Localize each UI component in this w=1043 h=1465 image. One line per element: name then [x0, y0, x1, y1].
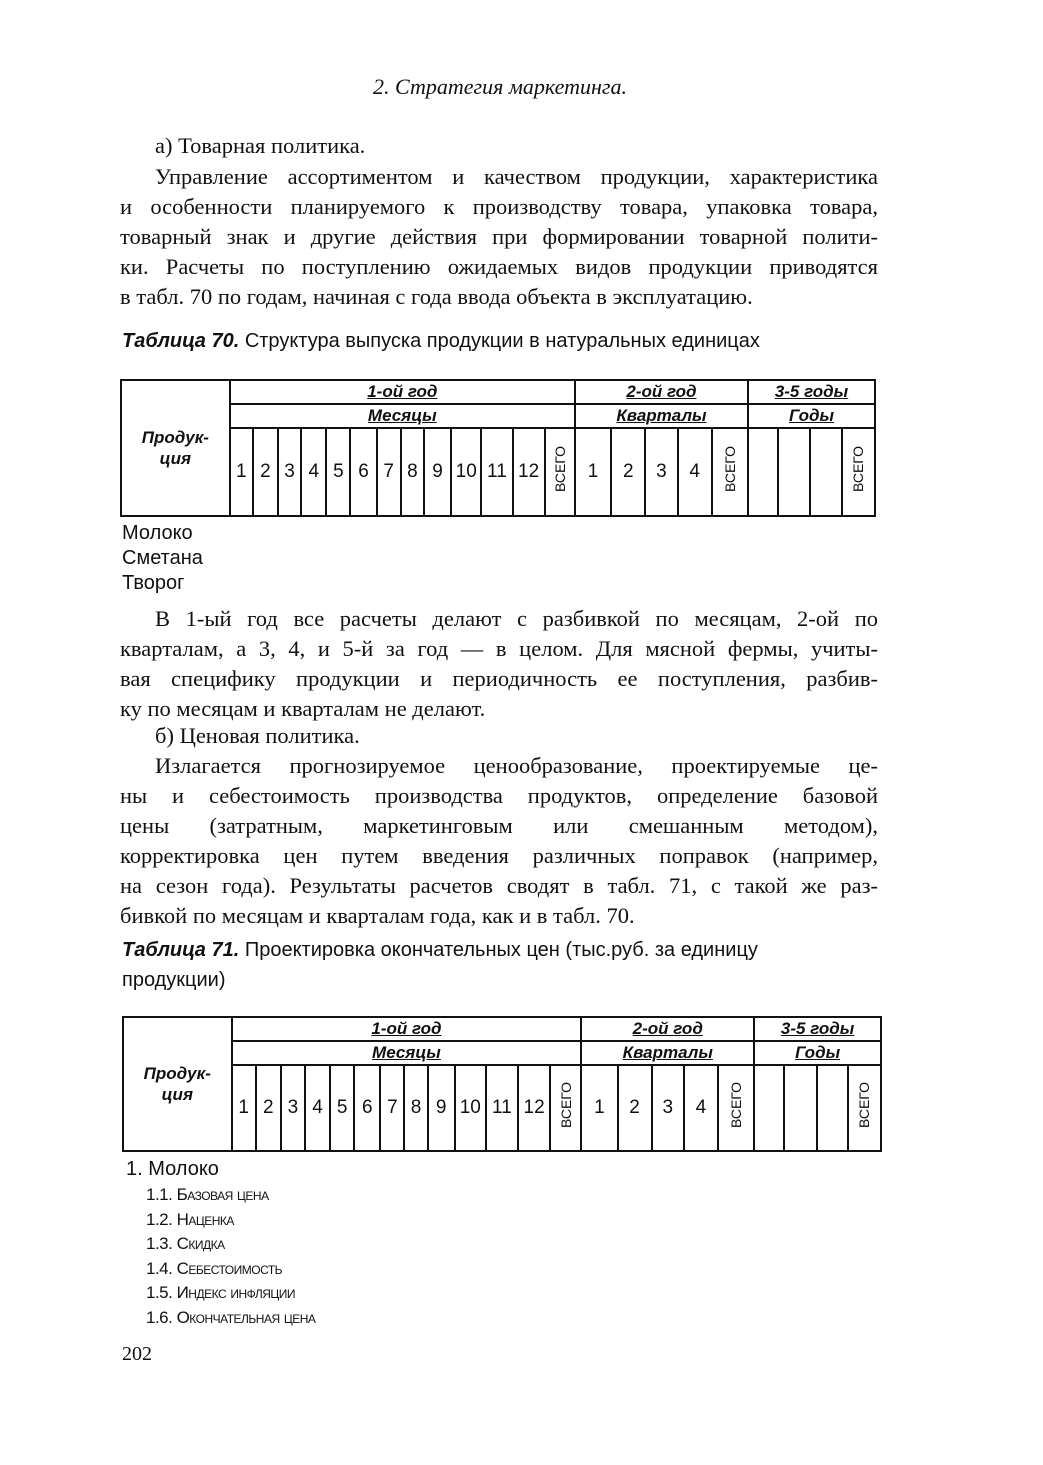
- para-line: Управление ассортиментом и качеством продукции, характеристика: [155, 164, 878, 189]
- sub-row-inflation-index: 1.5. Индекс инфляции: [146, 1283, 296, 1302]
- sub-row-final-price: 1.6. Окончательная цена: [146, 1307, 316, 1327]
- table71-month-col: 7: [380, 1065, 404, 1151]
- table70-month-col: 10: [451, 428, 481, 516]
- table70-year3-header: 3-5 годы: [748, 380, 875, 404]
- table71-months-header: Месяцы: [232, 1041, 582, 1065]
- product-header-line1: Продук-: [141, 428, 209, 447]
- table70-month-col: 5: [326, 428, 350, 516]
- table71-month-col: 11: [486, 1065, 518, 1151]
- table71-month-col: 1: [232, 1065, 256, 1151]
- table70-quarter-col: 3: [645, 428, 677, 516]
- table71-quarter-col: 4: [684, 1065, 718, 1151]
- table71-caption-line1: [122, 935, 882, 965]
- page-header: 2. Стратегия маркетинга.: [373, 74, 627, 99]
- para-line: бивкой по месяцам и кварталам года, как и в табл. 70.: [120, 903, 635, 928]
- table71-caption-line2: продукции): [122, 969, 226, 991]
- table71: [122, 1016, 882, 1152]
- table71-month-col: 4: [305, 1065, 330, 1151]
- page-number: 202: [122, 1343, 152, 1365]
- sub-row-cost: 1.4. Себестоимость: [146, 1258, 283, 1278]
- table71-total-label: ВСЕГО: [856, 1081, 873, 1128]
- table70-caption-label: Таблица 70.: [122, 330, 240, 352]
- para-line: товарный знак и другие действия при формировании товарной полити-: [120, 224, 878, 249]
- table70-caption-text: Структура выпуска продукции в натуральных единицах: [244, 330, 760, 352]
- para-line: ны и себестоимость производства продуктов, определение базовой: [120, 783, 878, 808]
- para-line: в табл. 70 по годам, начиная с года ввода объекта в эксплуатацию.: [120, 284, 753, 309]
- table70-total-col: [842, 428, 875, 516]
- table70-caption: [122, 326, 882, 356]
- table70-year-col: [778, 428, 810, 516]
- table71-quarter-col: 1: [581, 1065, 617, 1151]
- table71-caption-label: Таблица 71.: [122, 939, 240, 961]
- row-label-milk: Молоко: [122, 522, 193, 544]
- para-line: ки. Расчеты по поступлению ожидаемых видов продукции приводятся: [120, 254, 878, 279]
- table71-product-header: [123, 1017, 232, 1151]
- table71-month-col: 2: [256, 1065, 281, 1151]
- table71-years-header: Годы: [754, 1041, 881, 1065]
- table70-year-col: [810, 428, 841, 516]
- para-line: на сезон года). Результаты расчетов сводят в табл. 71, с такой же раз-: [120, 873, 878, 898]
- table71-year-col: [817, 1065, 848, 1151]
- table71-month-col: 5: [330, 1065, 354, 1151]
- para-line: В 1-ый год все расчеты делают с разбивкой по месяцам, 2-ой по: [155, 606, 878, 631]
- table70-row-labels: [122, 521, 203, 596]
- table70-total-label: ВСЕГО: [551, 445, 568, 492]
- table70-year-col: [748, 428, 778, 516]
- table71-sub-rows: [146, 1183, 315, 1330]
- section-b-title: б) Ценовая политика.: [155, 723, 360, 748]
- table70-month-col: 7: [377, 428, 401, 516]
- table71-total-col: [718, 1065, 754, 1151]
- table70-month-col: 8: [401, 428, 424, 516]
- table70-months-header: Месяцы: [230, 404, 575, 428]
- para-line: Излагается прогнозируемое ценообразование, проектируемые це-: [155, 753, 878, 778]
- table70-product-header: [121, 380, 230, 516]
- table71-row-main: 1. Молоко: [126, 1158, 219, 1180]
- table71-total-label: ВСЕГО: [728, 1081, 745, 1128]
- table71-month-col: 10: [455, 1065, 486, 1151]
- table71-caption: [122, 935, 882, 995]
- table71-year-col: [784, 1065, 816, 1151]
- table70-quarter-col: 2: [611, 428, 645, 516]
- para-line: и особенности планируемого к производству товара, упаковка товара,: [120, 194, 878, 219]
- table71-month-col: 3: [281, 1065, 305, 1151]
- table70: [120, 379, 876, 517]
- sub-row-base-price: 1.1. Базовая цена: [146, 1185, 269, 1204]
- table70-quarter-col: 4: [678, 428, 712, 516]
- row-label-sour-cream: Сметана: [122, 547, 203, 569]
- para-line: цены (затратным, маркетинговым или смешанным методом),: [120, 813, 878, 838]
- table70-total-col: [712, 428, 748, 516]
- table70-total-label: ВСЕГО: [721, 445, 738, 492]
- paragraph-product-policy: [120, 162, 878, 312]
- table70-month-col: 4: [301, 428, 326, 516]
- paragraph-price-policy: [120, 751, 878, 931]
- table71-quarter-col: 2: [618, 1065, 652, 1151]
- table70-month-col: 3: [278, 428, 301, 516]
- table70-month-col: 2: [253, 428, 278, 516]
- table70-month-col: 11: [481, 428, 512, 516]
- sub-row-markup: 1.2. Наценка: [146, 1209, 234, 1229]
- table71-caption-text: Проектировка окончательных цен (тыс.руб. за единицу: [244, 939, 758, 961]
- table71-total-label: ВСЕГО: [557, 1081, 574, 1128]
- table71-year-col: [754, 1065, 784, 1151]
- table71-month-col: 6: [354, 1065, 380, 1151]
- table70-month-col: 9: [424, 428, 451, 516]
- table70-total-col: [545, 428, 575, 516]
- table70-month-col: 1: [230, 428, 253, 516]
- table71-total-col: [848, 1065, 881, 1151]
- paragraph-breakdown: [120, 604, 878, 724]
- sub-row-discount: 1.3. Скидка: [146, 1234, 225, 1253]
- product-header-line2: ция: [161, 1085, 193, 1104]
- table71-quarters-header: Кварталы: [581, 1041, 754, 1065]
- table71-month-col: 12: [518, 1065, 550, 1151]
- table71-month-col: 9: [428, 1065, 455, 1151]
- table71-year1-header: 1-ой год: [232, 1017, 582, 1041]
- table71-year3-header: 3-5 годы: [754, 1017, 881, 1041]
- table70-total-label: ВСЕГО: [850, 445, 867, 492]
- para-line: ку по месяцам и кварталам не делают.: [120, 696, 486, 721]
- table70-year2-header: 2-ой год: [575, 380, 748, 404]
- table70-quarters-header: Кварталы: [575, 404, 748, 428]
- para-line: корректировка цен путем введения различных поправок (например,: [120, 843, 878, 868]
- section-a-title: а) Товарная политика.: [155, 133, 366, 158]
- table71-year2-header: 2-ой год: [581, 1017, 754, 1041]
- table70-years-header: Годы: [748, 404, 875, 428]
- table70-quarter-col: 1: [575, 428, 611, 516]
- table70-month-col: 12: [513, 428, 545, 516]
- para-line: кварталам, а 3, 4, и 5-й за год — в целом. Для мясной фермы, учиты-: [120, 636, 878, 661]
- table71-total-col: [550, 1065, 581, 1151]
- row-label-cottage-cheese: Творог: [122, 572, 185, 594]
- para-line: вая специфику продукции и периодичность ее поступления, разбив-: [120, 666, 878, 691]
- product-header-line1: Продук-: [143, 1064, 211, 1083]
- table71-quarter-col: 3: [652, 1065, 684, 1151]
- table70-year1-header: 1-ой год: [230, 380, 575, 404]
- product-header-line2: ция: [159, 449, 192, 468]
- table70-month-col: 6: [350, 428, 376, 516]
- table71-month-col: 8: [404, 1065, 427, 1151]
